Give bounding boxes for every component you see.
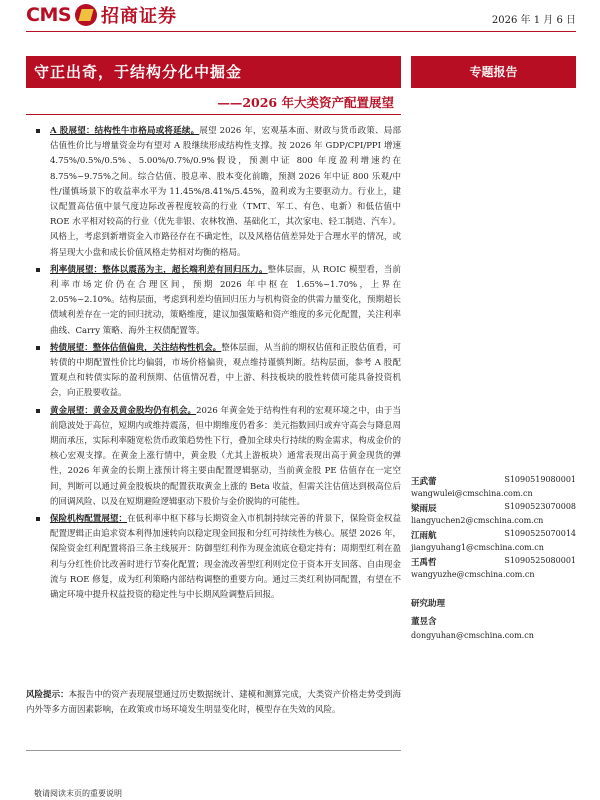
section-rate-bond (26, 263, 401, 339)
logo-latin-text: CMS (26, 4, 72, 26)
analyst-name: 江雨航 (411, 531, 437, 541)
bullet-icon (36, 409, 40, 413)
assistant-label: 研究助理 (411, 599, 446, 609)
risk-notice (26, 688, 401, 718)
bullet-icon (36, 346, 40, 350)
analyst-email[interactable]: liangyuchen2@cmschina.com.cn (411, 516, 544, 525)
footer-note: 敬请阅读末页的重要说明 (34, 789, 122, 798)
report-type-tag: 专题报告 (469, 65, 518, 79)
analyst-email[interactable]: wangwulei@cmschina.com.cn (411, 489, 533, 498)
section-text: 2026 年黄金处于结构性有利的宏观环境之中，由于当前隐波处于高位，短期内或维持震荡，但中期维度仍看多：美元指数回归或弃守高会与降息周期而承压，实际利率随宽松货币政策趋势性下行，叠加全球央行持续的购金需求，构成金价的核心宏观支撑。在黄金上涨行情中，黄金股（尤其上游板块）通常表现出高于黄金现货的弹性，2026 年黄金的长期上涨预计将主要由配置逻辑驱动，当前黄金股 PE 估值存在一定空间，判断可以通过黄金股板块的配置获取黄金上涨的 Beta 收益，但需关注估值达到极高位后的回调风险、以及在短期避险逻辑驱动下股价与金价脱钩的可能性。 (50, 405, 401, 507)
bullet-icon (36, 517, 40, 521)
assistant-email[interactable]: dongyuhan@cmschina.com.cn (411, 631, 534, 640)
section-lead: 黄金展望：黄金及黄金股均仍有机会。 (50, 405, 197, 416)
title-band (26, 56, 401, 88)
section-lead: 利率债展望：整体以震荡为主，超长端利差有回归压力。 (50, 264, 268, 275)
company-logo (26, 2, 177, 28)
analyst-item (411, 475, 576, 498)
analyst-name: 王武蕾 (411, 477, 437, 487)
analyst-name: 梁雨辰 (411, 504, 437, 514)
research-assistant (411, 597, 576, 640)
section-text: 整体层面，从 ROIC 模型看，当前利率市场定价仍在合理区间，预期 2026 年中枢在 1.65%~1.70%，上界在 2.05%~2.10%。结构层面，考虑到利差均值回归压力与机构资金的供需力量变化，预期超长债域利差存在一定的回归扰动，策略维度，建议加强策略和资产维度的多元化配置，关注利率曲线、Carry 策略、海外主权债配置等。 (50, 264, 401, 336)
analyst-email[interactable]: wangyuzhe@cmschina.com.cn (411, 570, 535, 579)
section-lead: 保险机构配置展望： (50, 514, 128, 525)
analyst-item (411, 556, 576, 579)
analyst-id: S1090523070008 (504, 502, 576, 511)
analyst-panel (411, 475, 576, 640)
bullet-icon (36, 129, 40, 133)
side-tag-band (411, 56, 576, 88)
analyst-name: 王禹哲 (411, 558, 437, 568)
analyst-id: S1090525080001 (504, 556, 576, 565)
section-a-share (26, 124, 401, 261)
section-text: 展望 2026 年，宏观基本面、财政与货币政策、局部估值性价比与增量资金均有望对 A 股继续形成结构性支撑。按 2026 年 GDP/CPI/PPI 增速 4.75%/0.5%/0.5%、5.00%/0.7%/0.9%假设，预测中证 800 年度盈利增速约在 8.75%~9.75%之间。综合估值、股息率、股本变化前瞻，预测 2026 年中证 800 乐观/中性/谨慎场景下的收益率水平为 11.45%/8.41%/5.45%，盈利或为主要驱动力。行业上，建议配置高估值中景气度边际改善程度较高的行业（TMT、军工、有色、电新）和低估值中 ROE 水平相对较高的行业（优先非银、农林牧渔、基础化工，其次家电、轻工制造、汽车）。风格上，考虑到新增资金入市路径存在不确定性，以及风格估值差异处于合理水平的情况，或将呈现大小盘和成长价值风格走势相对均衡的格局。 (50, 126, 401, 258)
analyst-email[interactable]: jiangyuhang1@cmschina.com.cn (411, 543, 544, 552)
section-gold (26, 404, 401, 510)
risk-text: 本报告中的资产表现展望通过历史数据统计、建模和测算完成，大类资产价格走势受到海内外等多方面因素影响，在政策或市场环境发生明显变化时，模型存在失效的风险。 (26, 690, 401, 716)
analyst-id: S1090525070014 (504, 529, 576, 538)
section-insurance (26, 512, 401, 603)
bullet-icon (36, 268, 40, 272)
section-lead: A 股展望：结构性牛市格局或将延续。 (50, 126, 200, 136)
section-lead: 转债展望：整体估值偏贵，关注结构性机会。 (50, 342, 222, 353)
assistant-name: 董昱含 (411, 617, 437, 627)
report-date: 2026 年 1 月 6 日 (491, 15, 576, 26)
page-subtitle: ——2026 年大类资产配置展望 (217, 95, 394, 110)
logo-cn-text: 招商证券 (101, 6, 178, 27)
page-title: 守正出奇，于结构分化中掘金 (34, 63, 243, 81)
section-text: 在低利率中枢下移与长期资金入市机制持续完善的背景下，保险资金权益配置逻辑正由追求资本利得加速转向以稳定现金回报和分红可持续性为核心。展望 2026 年，保险资金红利配置将沿三条主线展开：防御型红利作为现金流底仓稳定持有；周期型红利在盈利与分红性价比改善时进行节奏化配置；现金流改善型红利则定位于资本开支回落、自由现金流与 ROE 修复，成为红利策略内部结构调整的重要方向。通过三类红利协同配置，有望在不确定环境中提升权益投资的稳定性与中长期风险调整后回报。 (50, 514, 401, 601)
header-divider (26, 31, 576, 32)
section-text: 整体层面，从当前的期权估值和正股估值看，可转债的中期配置性价比均偏弱，市场价格偏贵，观点维持谨慎判断。结构层面，参考 A 股配置观点和转债实际的盈利预期、估值情况看，中上游、科技板块的股性转债可能具备投资机会，向正股要收益。 (50, 342, 401, 399)
bottom-divider (26, 750, 401, 751)
analyst-item (411, 529, 576, 552)
section-convertible (26, 341, 401, 402)
analyst-id: S1090519080001 (504, 475, 576, 484)
main-content (26, 124, 401, 605)
logo-badge-icon (75, 4, 97, 26)
risk-lead: 风险提示： (26, 690, 69, 700)
analyst-item (411, 502, 576, 525)
subtitle-divider (26, 114, 401, 115)
